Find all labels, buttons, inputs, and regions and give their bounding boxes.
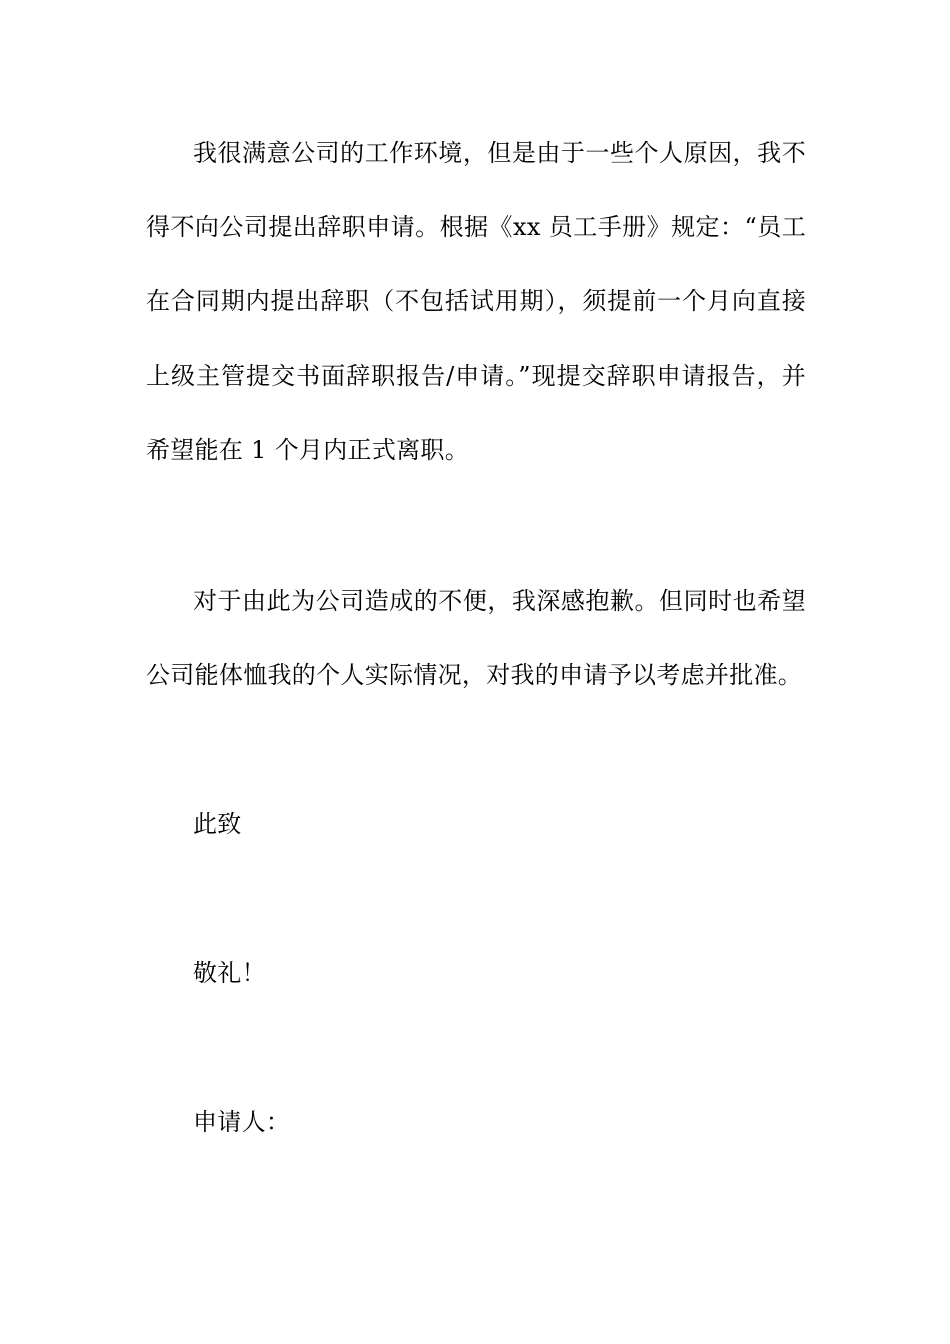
text-line: 希望能在 1 个月内正式离职。: [146, 436, 470, 464]
closing-text: 此致: [193, 810, 242, 838]
applicant-label: 申请人：: [193, 1108, 291, 1136]
salutation-text: 敬礼！: [193, 959, 266, 987]
text-line: 上级主管提交书面辞职报告/申请。”现提交辞职申请报告，并: [146, 362, 806, 390]
text-line: 得不向公司提出辞职申请。根据《xx 员工手册》规定：“员工: [146, 213, 806, 241]
text-line: 在合同期内提出辞职（不包括试用期），须提前一个月向直接: [146, 287, 806, 315]
text-line: 我很满意公司的工作环境，但是由于一些个人原因，我不: [193, 139, 806, 167]
text-line: 对于由此为公司造成的不便，我深感抱歉。但同时也希望: [193, 587, 806, 615]
text-line: 公司能体恤我的个人实际情况，对我的申请予以考虑并批准。: [146, 661, 803, 689]
